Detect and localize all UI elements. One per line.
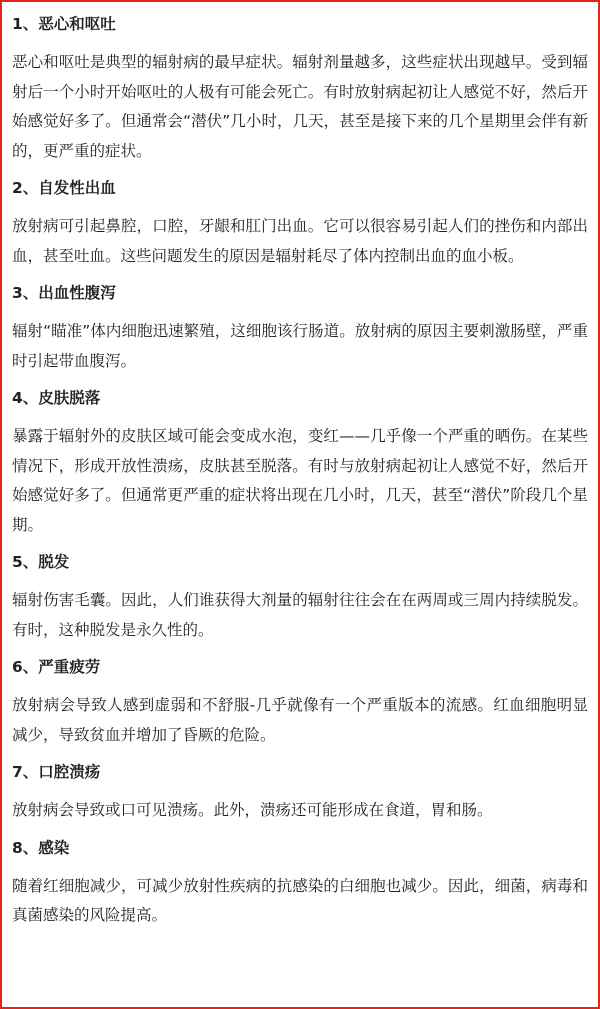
section-body-diarrhea: 辐射“瞄准”体内细胞迅速繁殖，这细胞该行肠道。放射病的原因主要刺激肠壁，严重时引起带血腹泻。 [12, 322, 588, 370]
section-title-hair-loss: 5、脱发 [12, 553, 70, 571]
section-title-infection: 8、感染 [12, 838, 70, 857]
section-body-fatigue: 放射病会导致人感到虚弱和不舒服-几乎就像有一个严重版本的流感。红血细胞明显减少，导致贫血并增加了昏厥的危险。 [12, 696, 588, 744]
section-body-skin: 暴露于辐射外的皮肤区域可能会变成水泡，变红——几乎像一个严重的晒伤。在某些情况下，形成开放性溃疡，皮肤甚至脱落。有时与放射病起初让人感觉不好，然后开始感觉好多了。但通常更严重的症状将出现在几小时，几天，甚至“潜伏”阶段几个星期。 [12, 427, 588, 534]
section-title-fatigue: 6、严重疲劳 [12, 658, 101, 676]
section-title-diarrhea: 3、出血性腹泻 [12, 284, 116, 302]
section-title-nausea: 1、恶心和呕吐 [12, 15, 116, 33]
section-body-mouth-ulcers: 放射病会导致或口可见溃疡。此外，溃疡还可能形成在食道，胃和肠。 [12, 801, 493, 819]
section-body-infection: 随着红细胞减少，可减少放射性疾病的抗感染的白细胞也减少。因此，细菌，病毒和真菌感染的风险提高。 [12, 876, 588, 924]
section-body-bleeding: 放射病可引起鼻腔，口腔，牙龈和肛门出血。它可以很容易引起人们的挫伤和内部出血，甚至吐血。这些问题发生的原因是辐射耗尽了体内控制出血的血小板。 [12, 217, 588, 265]
section-title-bleeding: 2、自发性出血 [12, 179, 116, 197]
section-title-skin: 4、皮肤脱落 [12, 389, 101, 407]
section-body-nausea: 恶心和呕吐是典型的辐射病的最早症状。辐射剂量越多，这些症状出现越早。受到辐射后一个小时开始呕吐的人极有可能会死亡。有时放射病起初让人感觉不好，然后开始感觉好多了。但通常会“潜伏”几小时，几天，甚至是接下来的几个星期里会伴有新的，更严重的症状。 [12, 53, 588, 160]
section-title-mouth-ulcers: 7、口腔溃疡 [12, 763, 101, 781]
section-body-hair-loss: 辐射伤害毛囊。因此，人们谁获得大剂量的辐射往往会在在两周或三周内持续脱发。有时，这种脱发是永久性的。 [12, 591, 588, 639]
